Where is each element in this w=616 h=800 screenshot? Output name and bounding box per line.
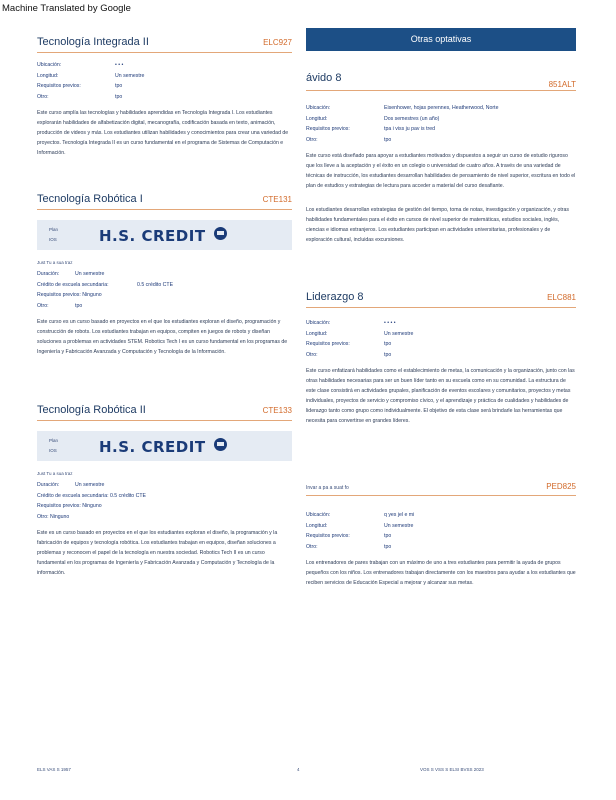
course-integrated-tech-ii — [37, 36, 292, 158]
course-robotics-tech-i — [37, 193, 292, 357]
course-description: Los entrenadores de pares trabajan con un máximo de uno a tres estudiantes para permitir la ayuda de grupos pequeños con los niños. Los entrenadores trabajan directamente con los maestros para ayudar a los estudiantes que reciben servicios de Educación Especial a mejorar y alcanzar sus metas. — [306, 560, 576, 586]
fact-ubicacion: Ubicación: • • • — [37, 62, 124, 68]
hs-credit-label: H.S. CREDIT — [99, 438, 206, 456]
course-title: Liderazgo 8 — [306, 291, 364, 303]
fact-otro: Otro: tpo — [306, 351, 392, 358]
course-code: ELC927 — [263, 38, 292, 47]
fact-longitud: Longitud: Dos semestres (un año) — [306, 115, 440, 122]
course-facts — [306, 318, 576, 360]
course-description-2: Los estudiantes desarrollan estrategias de gestión del tiempo, toma de notas, investigación y organización, y otras habilidades fundamentales para el éxito en cursos de nivel superior de matemáticas, estudios sociales, inglés, ciencias e idiomas extranjeros. Los estudiantes participan en actividades universitarias, profesionales y de exploración cultural, incluidas excursiones. — [306, 207, 569, 243]
fact-longitud: Longitud: Un semestre — [306, 330, 414, 337]
course-facts — [37, 269, 292, 311]
course-code: CTE133 — [262, 406, 292, 415]
fact-duracion: Duración: Un semestre — [37, 482, 105, 488]
footer-right: VOS S VSS S ELSI BVSS 2023 — [420, 767, 484, 772]
course-title-row — [37, 36, 292, 53]
course-code: ELC881 — [547, 293, 576, 302]
course-facts — [306, 510, 576, 552]
fact-longitud: Longitud: Un semestre — [37, 72, 145, 79]
fact-requisitos: Requisitos previos: tpo — [37, 83, 123, 89]
fact-otro: Otro: tpo — [306, 543, 392, 550]
course-title-row — [306, 482, 576, 496]
hs-credit-label: H.S. CREDIT — [99, 227, 206, 245]
graduation-cap-icon — [214, 227, 227, 240]
course-code: PED825 — [546, 482, 576, 491]
fact-duracion: Duración: Un semestre — [37, 271, 105, 277]
course-facts — [37, 60, 292, 102]
course-title: Tecnología Robótica II — [37, 404, 146, 416]
course-title-row — [306, 72, 576, 91]
course-description-1: Este curso está diseñado para apoyar a estudiantes motivados y dispuestos a seguir un curso de estudio riguroso que los lleve a la aceptación y el éxito en un colegio o universidad de cuatro años. A través de una variedad de técnicas de instrucción, los estudiantes desarrollan habilidades de pensamiento de nivel superior, escritura en todo el plan de estudios y estrategias de lectura para acceder a material del curso desafiante. — [306, 153, 576, 189]
fact-credito: Crédito de escuela secundaria: 0.5 crédito CTE — [37, 492, 146, 499]
course-robotics-tech-ii — [37, 404, 292, 578]
fact-requisitos: Requisitos previos: Ninguno — [37, 503, 102, 509]
graduation-cap-icon — [214, 438, 227, 451]
course-title-row — [37, 404, 292, 421]
fact-requisitos: Requisitos previos: tpa i viss ju pav is tred — [306, 126, 436, 132]
footer-left: ELS VAS S 1957 — [37, 767, 71, 772]
course-code: CTE131 — [262, 195, 292, 204]
machine-translated-watermark: Machine Translated by Google — [2, 3, 131, 14]
course-peer-coach — [306, 482, 576, 588]
fact-ubicacion: Ubicación: Eisenhower, hojas perennes, Heatherwood, Norte — [306, 105, 499, 111]
sidebar-header: Otras optativas — [306, 28, 576, 51]
course-leadership-8 — [306, 291, 576, 426]
hs-credit-banner: Plan IOS H.S. CREDIT — [37, 220, 292, 250]
tiny-line: Just Tu a sua traz — [37, 260, 73, 265]
fact-requisitos: Requisitos previos: Ninguno — [37, 292, 102, 298]
hs-credit-banner: Plan IOS H.S. CREDIT — [37, 431, 292, 461]
course-title: ávido 8 — [306, 72, 342, 84]
course-description: Este curso enfatizará habilidades como el establecimiento de metas, la comunicación y la organización, junto con las otras habilidades necesarias para ser un buen líder tanto en su escuela como en su comunidad. La estructura de este clase consistirá en actividades grupales, planificación de eventos escolares y comunitarios, proyectos y metas individuales, proyectos de servicio y compromiso cívico, y el aprendizaje y práctica de cualidades y habilidades de liderazgo tanto como grupo como individualmente. El objetivo de esta clase será brindarle las herramientas que necesita para convertirse en grandes líderes. — [306, 368, 575, 424]
fact-requisitos: Requisitos previos: tpo — [306, 533, 392, 539]
course-description: Este es un curso basado en proyectos en el que los estudiantes exploran el diseño, la programación y la fabricación de equipos y tecnología robótica. Los estudiantes trabajan en equipos, diseñan soluciones a problemas y reconocen el papel de la tecnología en nuestra sociedad. Robotics Tech II es un curso fundamental en los programas de Ingeniería y Fabricación Avanzada y Computación y Tecnología de la información. — [37, 530, 278, 576]
course-title: Tecnología Integrada II — [37, 36, 149, 48]
course-avid-8 — [306, 72, 576, 245]
course-title: Invar a pa a suat fo — [306, 485, 349, 491]
fact-ubicacion: Ubicación: • • • • — [306, 320, 396, 326]
course-title-row — [306, 291, 576, 308]
fact-otro: Otro: tpo — [37, 93, 123, 100]
fact-requisitos: Requisitos previos: tpo — [306, 341, 392, 347]
fact-otro: Otro: Ninguno — [37, 513, 70, 520]
course-description: Este curso amplía las tecnologías y habilidades aprendidas en Tecnología Integrada I. Los estudiantes explorarán habilidades de alfabetización digital, mecanografía, codificación basada en texto, animación, producción de videos y más. Los estudiantes utilizan habilidades y conocimientos para crear una variedad de proyectos. Tecnología Integrada II es un curso fundamental en el programa de Sistemas de Computación e Información. — [37, 110, 289, 156]
tiny-line: Just Tu a sua traz — [37, 471, 73, 476]
course-facts — [306, 103, 576, 145]
course-title: Tecnología Robótica I — [37, 193, 143, 205]
course-title-row — [37, 193, 292, 210]
fact-longitud: Longitud: Un semestre — [306, 522, 414, 529]
course-code: 851ALT — [548, 80, 576, 89]
fact-credito: Crédito de escuela secundaria: 0.5 crédito CTE — [37, 281, 174, 288]
fact-ubicacion: Ubicación: q yes jel e mi — [306, 512, 415, 518]
course-description: Este curso es un curso basado en proyectos en el que los estudiantes exploran el diseño, programación y construcción de robots. Los estudiantes trabajan en equipos, compiten en juegos de robots y diseñan soluciones a problemas en actividades STEM. Robotics Tech I es un curso fundamental en los programas de Ingeniería y Fabricación Avanzada y Computación y Tecnología de la Información. — [37, 319, 288, 355]
fact-otro: Otro: tpo — [306, 136, 392, 143]
fact-otro: Otro: tpo — [37, 302, 83, 309]
course-facts — [37, 480, 292, 522]
page-number: 4 — [297, 767, 300, 772]
